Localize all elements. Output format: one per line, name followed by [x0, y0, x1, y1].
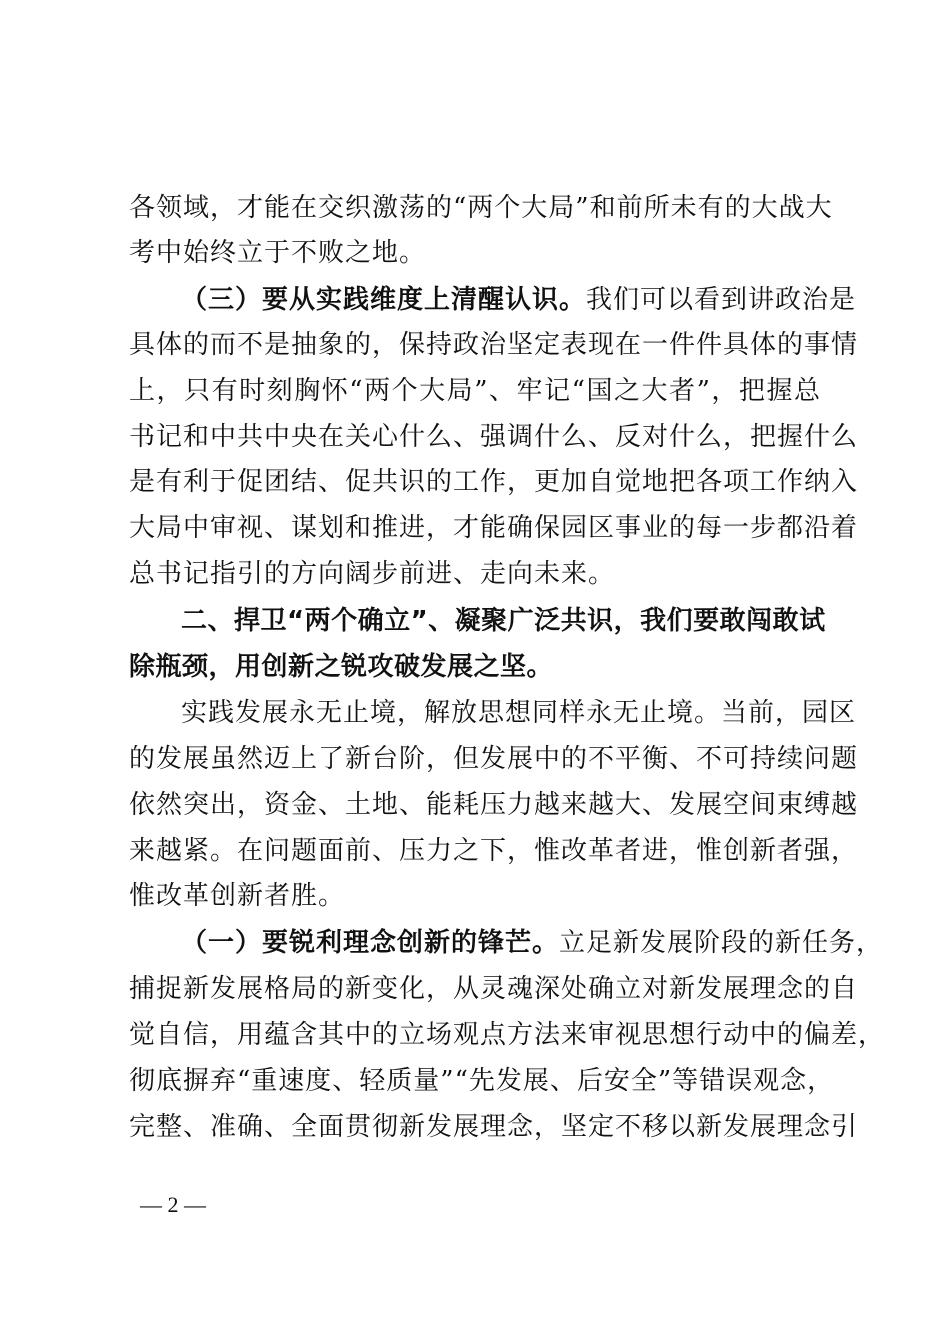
paragraph-line: 各领域，才能在交织激荡的“两个大局”和前所未有的大战大	[129, 193, 833, 223]
paragraph-line: 彻底摒弃“重速度、轻质量”“先发展、后安全”等错误观念，	[129, 1066, 835, 1096]
paragraph-line: 的发展虽然迈上了新台阶，但发展中的不平衡、不可持续问题	[129, 744, 859, 774]
paragraph-line: 觉自信，用蕴含其中的立场观点方法来审视思想行动中的偏差，	[129, 1020, 886, 1050]
paragraph-line: 书记和中共中央在关心什么、强调什么、反对什么，把握什么	[129, 422, 859, 452]
paragraph-line: 依然突出，资金、土地、能耗压力越来越大、发展空间束缚越	[129, 790, 859, 820]
subheading-lead: （一）要锐利理念创新的锋芒。	[181, 928, 560, 958]
subheading-lead: （三）要从实践维度上清醒认识。	[181, 285, 587, 315]
paragraph-line: 总书记指引的方向阔步前进、走向未来。	[129, 559, 616, 589]
paragraph-line: 具体的而不是抽象的，保持政治坚定表现在一件件具体的事情	[129, 330, 859, 360]
section-heading: 二、捍卫“两个确立”、凝聚广泛共识，我们要敢闯敢试	[181, 606, 826, 636]
paragraph-line: 来越紧。在问题面前、压力之下，惟改革者进，惟创新者强，	[129, 836, 859, 866]
paragraph-line: 上，只有时刻胸怀“两个大局”、牢记“国之大者”，把握总	[129, 376, 821, 406]
paragraph-line: 是有利于促团结、促共识的工作，更加自觉地把各项工作纳入	[129, 467, 859, 497]
paragraph-line-with-lead	[181, 920, 884, 966]
section-heading: 除瓶颈，用创新之锐攻破发展之坚。	[129, 652, 554, 682]
paragraph-line: 考中始终立于不败之地。	[129, 238, 427, 268]
paragraph-line: 实践发展永无止境，解放思想同样永无止境。当前，园区	[181, 698, 857, 728]
paragraph-line: 完整、准确、全面贯彻新发展理念，坚定不移以新发展理念引	[129, 1112, 859, 1142]
paragraph-line: 大局中审视、谋划和推进，才能确保园区事业的每一步都沿着	[129, 513, 859, 543]
page-number: — 2 —	[140, 1192, 206, 1217]
paragraph-text: 我们可以看到讲政治是	[586, 285, 857, 315]
paragraph-text: 立足新发展阶段的新任务，	[559, 928, 884, 958]
paragraph-line: 惟改革创新者胜。	[129, 881, 346, 911]
paragraph-line: 捕捉新发展格局的新变化，从灵魂深处确立对新发展理念的自	[129, 974, 859, 1004]
paragraph-line-with-lead	[181, 277, 857, 323]
